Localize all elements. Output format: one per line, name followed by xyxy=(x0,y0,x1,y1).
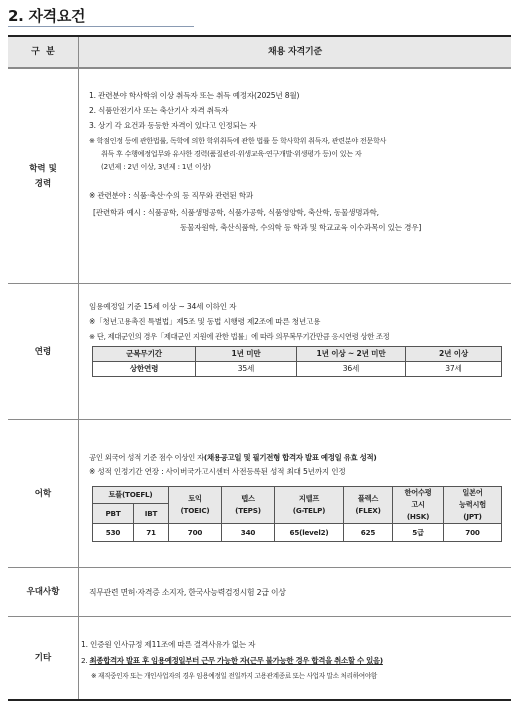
other-row xyxy=(8,616,511,700)
age-table-header-row xyxy=(93,347,502,362)
score-flex: 625 xyxy=(344,524,393,542)
other-label: 기타 xyxy=(8,617,79,700)
score-header-row-1 xyxy=(93,487,502,504)
preference-label: 우대사항 xyxy=(8,568,79,617)
gtelp-header: 지텔프 (G-TELP) xyxy=(275,487,344,524)
jpt-header: 일본어 능력시험 (JPT) xyxy=(444,487,502,524)
age-table-header-1to2: 1년 이상 ~ 2년 미만 xyxy=(297,347,406,362)
preference-text: 직무관련 면허·자격증 소지자, 한국사능력검정시험 2급 이상 xyxy=(89,588,286,597)
table-header-row xyxy=(8,35,511,68)
language-requirement-text: 공인 외국어 성적 기준 점수 이상인 자 xyxy=(89,453,204,462)
other-line-3: ※ 재직중인자 또는 개인사업자의 경우 임용예정일 전일까지 고용관계종료 또는 사업자 말소 처리하여야함 xyxy=(91,672,377,680)
language-label: 어학 xyxy=(8,420,79,568)
age-line-2: ※「청년고용촉진 특별법」제5조 및 동법 시행령 제2조에 따른 청년고용 xyxy=(89,317,321,326)
education-label-line2: 경력 xyxy=(34,178,52,189)
score-value-row xyxy=(93,524,502,542)
ibt-header: IBT xyxy=(134,504,169,524)
age-content xyxy=(79,284,511,420)
education-label-line1: 학력 및 xyxy=(29,163,57,174)
title-underline xyxy=(8,26,194,27)
age-table-cell-over2: 37세 xyxy=(406,362,502,377)
education-content xyxy=(79,69,511,284)
other-line-1: 1. 인증원 인사규정 제11조에 따른 결격사유가 없는 자 xyxy=(81,640,256,649)
other-line-2 xyxy=(81,655,383,667)
language-score-table xyxy=(92,486,502,542)
flex-header: 플렉스 (FLEX) xyxy=(344,487,393,524)
education-note-1: ※ 학점인정 등에 관한법률, 독학에 의한 학위취득에 관한 법률 등 학사학위 취득자, 관련분야 전문학사 xyxy=(89,136,387,145)
final-pass-availability-note: 최종합격자 발표 후 임용예정일부터 근무 가능한 자(근무 불가능한 경우 합격을 취소할 수 있음) xyxy=(89,656,383,665)
related-field-example-2: 동물자원학, 축산식품학, 수의학 등 학과 및 학교교육 이수과목이 있는 경우] xyxy=(180,223,422,232)
education-row xyxy=(8,68,511,284)
related-field-note: ※ 관련분야 : 식품·축산·수의 등 직무와 관련된 학과 xyxy=(89,191,254,200)
header-category: 구 분 xyxy=(8,37,79,67)
toefl-header: 토플(TOEFL) xyxy=(93,487,169,504)
preference-content xyxy=(79,568,511,617)
score-jpt: 700 xyxy=(444,524,502,542)
age-table-row xyxy=(93,362,502,377)
education-item-3: 3. 상기 각 요건과 동등한 자격이 있다고 인정되는 자 xyxy=(89,121,257,130)
score-hsk: 5급 xyxy=(393,524,444,542)
score-toeic: 700 xyxy=(169,524,222,542)
age-limit-table xyxy=(92,346,502,377)
education-note-2: 취득 후 수행예정업무와 유사한 경력(품질관리·위생교육·연구개발·위생평가 등)이 있는 자 xyxy=(101,149,362,158)
age-label: 연령 xyxy=(8,284,79,420)
score-ibt: 71 xyxy=(134,524,169,542)
age-row xyxy=(8,283,511,420)
age-line-3: ※ 단, 제대군인의 경우「제대군인 지원에 관한 법률」에 따라 의무복무기간만큼 응시연령 상한 조정 xyxy=(89,332,390,341)
teps-header: 텝스 (TEPS) xyxy=(222,487,275,524)
education-label xyxy=(8,69,79,284)
score-pbt: 530 xyxy=(93,524,134,542)
language-row xyxy=(8,419,511,568)
other-line-2-number: 2. xyxy=(81,656,90,665)
age-table-header-under1: 1년 미만 xyxy=(196,347,297,362)
education-item-1: 1. 관련분야 학사학위 이상 취득자 또는 취득 예정자(2025년 8월) xyxy=(89,91,300,100)
language-line-1 xyxy=(89,452,376,464)
other-content xyxy=(79,617,511,700)
age-line-1: 임용예정일 기준 15세 이상 ~ 34세 이하인 자 xyxy=(89,302,237,311)
hsk-header: 한어수평 고시 (HSK) xyxy=(393,487,444,524)
preference-row xyxy=(8,567,511,617)
age-table-cell-under1: 35세 xyxy=(196,362,297,377)
header-criteria: 채용 자격기준 xyxy=(268,47,322,57)
education-note-3: (2년제 : 2년 이상, 3년제 : 1년 이상) xyxy=(101,162,211,171)
age-table-row-label: 상한연령 xyxy=(93,362,196,377)
language-line-2: ※ 성적 인정기간 연장 : 사이버국가고시센터 사전등록된 성적 최대 5년까지 인정 xyxy=(89,467,346,476)
education-item-2: 2. 식품안전기사 또는 축산기사 자격 취득자 xyxy=(89,106,229,115)
related-field-example-1: [관련학과 예시 : 식품공학, 식품생명공학, 식품가공학, 식품영양학, 축산학, 동물생명과학, xyxy=(93,208,379,217)
toeic-header: 토익 (TOEIC) xyxy=(169,487,222,524)
score-teps: 340 xyxy=(222,524,275,542)
language-validity-note: (채용공고일 및 필기전형 합격자 발표 예정일 유효 성적) xyxy=(203,453,377,462)
section-title: 2. 자격요건 xyxy=(8,7,86,25)
age-table-header-service: 군복무기간 xyxy=(93,347,196,362)
language-content xyxy=(79,420,511,568)
age-table-cell-1to2: 36세 xyxy=(297,362,406,377)
score-gtelp: 65(level2) xyxy=(275,524,344,542)
age-table-header-over2: 2년 이상 xyxy=(406,347,502,362)
pbt-header: PBT xyxy=(93,504,134,524)
